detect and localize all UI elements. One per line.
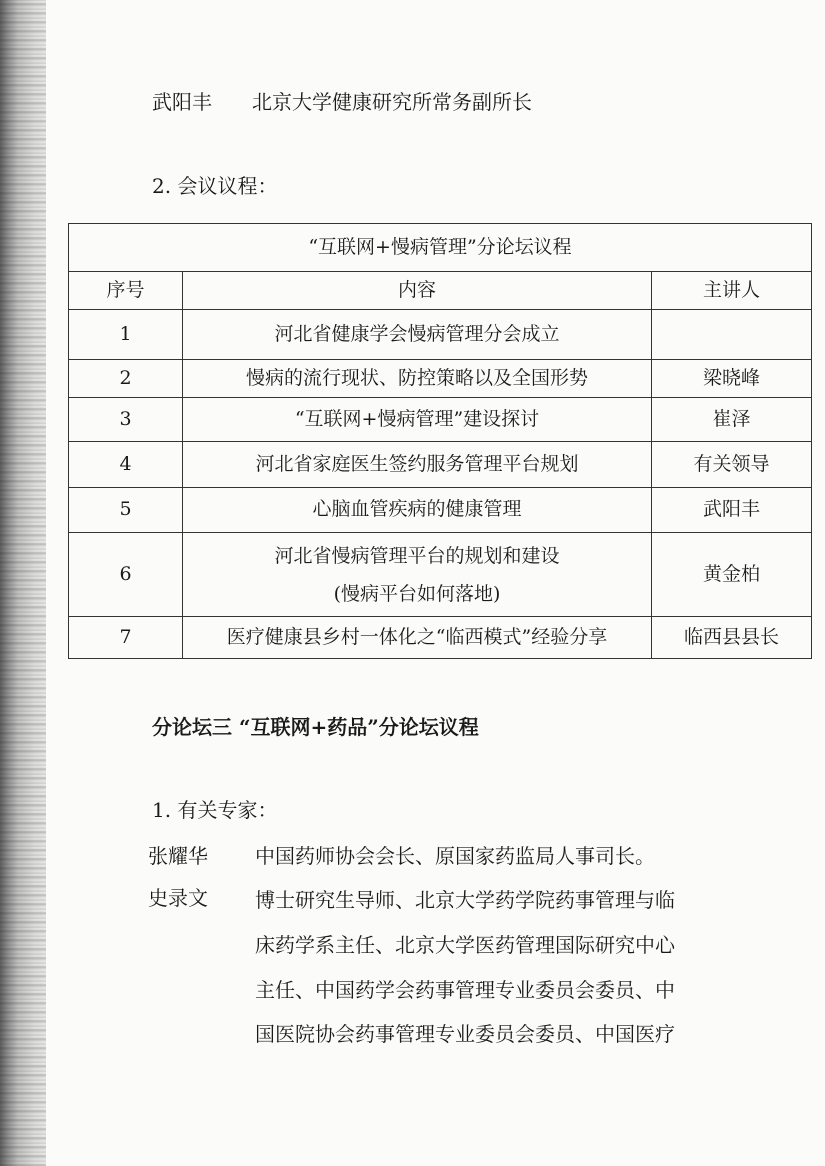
row-content-multiline — [183, 533, 652, 617]
row-speaker: 武阳丰 — [652, 488, 812, 533]
row-no: 5 — [69, 488, 183, 533]
expert-desc-line: 中国药师协会会长、原国家药监局人事司长。 — [255, 844, 655, 868]
row-no: 6 — [69, 533, 183, 617]
row-no: 2 — [69, 360, 183, 398]
row-content: 慢病的流行现状、防控策略以及全国形势 — [183, 360, 652, 398]
table-caption-row — [69, 224, 812, 272]
top-entry-title: 北京大学健康研究所常务副所长 — [252, 90, 532, 114]
row-content-sub: (慢病平台如何落地) — [333, 582, 501, 605]
row-content: “互联网+慢病管理”建设探讨 — [183, 398, 652, 442]
header-no: 序号 — [69, 272, 183, 310]
row-content: 河北省慢病管理平台的规划和建设 — [274, 544, 560, 567]
row-no: 7 — [69, 617, 183, 659]
row-no: 1 — [69, 310, 183, 360]
row-speaker: 梁晓峰 — [652, 360, 812, 398]
expert-desc-line: 床药学系主任、北京大学医药管理国际研究中心 — [255, 933, 675, 957]
top-entry-name: 武阳丰 — [152, 90, 212, 114]
scan-edge-shadow — [0, 0, 46, 1166]
row-speaker: 有关领导 — [652, 442, 812, 488]
header-content: 内容 — [183, 272, 652, 310]
agenda-heading: 2. 会议议程： — [152, 174, 278, 198]
header-speaker: 主讲人 — [652, 272, 812, 310]
row-content: 河北省家庭医生签约服务管理平台规划 — [183, 442, 652, 488]
row-no: 4 — [69, 442, 183, 488]
section3-title: 分论坛三 “互联网+药品”分论坛议程 — [152, 715, 479, 739]
row-no: 3 — [69, 398, 183, 442]
table-row — [69, 617, 812, 659]
row-content: 医疗健康县乡村一体化之“临西模式”经验分享 — [183, 617, 652, 659]
table-row — [69, 488, 812, 533]
row-speaker: 黄金柏 — [652, 533, 812, 617]
row-speaker — [652, 310, 812, 360]
table-row — [69, 310, 812, 360]
table-row — [69, 360, 812, 398]
agenda-table — [68, 223, 812, 659]
table-header-row — [69, 272, 812, 310]
table-row — [69, 533, 812, 617]
row-content: 河北省健康学会慢病管理分会成立 — [183, 310, 652, 360]
expert-name: 张耀华 — [148, 844, 208, 868]
table-row — [69, 398, 812, 442]
expert-desc-line: 主任、中国药学会药事管理专业委员会委员、中 — [255, 978, 675, 1002]
row-speaker: 临西县县长 — [652, 617, 812, 659]
expert-desc-line: 国医院协会药事管理专业委员会委员、中国医疗 — [255, 1022, 675, 1046]
expert-name: 史录文 — [148, 886, 208, 910]
row-speaker: 崔泽 — [652, 398, 812, 442]
row-content: 心脑血管疾病的健康管理 — [183, 488, 652, 533]
table-caption: “互联网+慢病管理”分论坛议程 — [69, 224, 812, 272]
experts-heading: 1. 有关专家： — [152, 798, 278, 822]
table-row — [69, 442, 812, 488]
expert-desc-line: 博士研究生导师、北京大学药学院药事管理与临 — [255, 888, 675, 912]
